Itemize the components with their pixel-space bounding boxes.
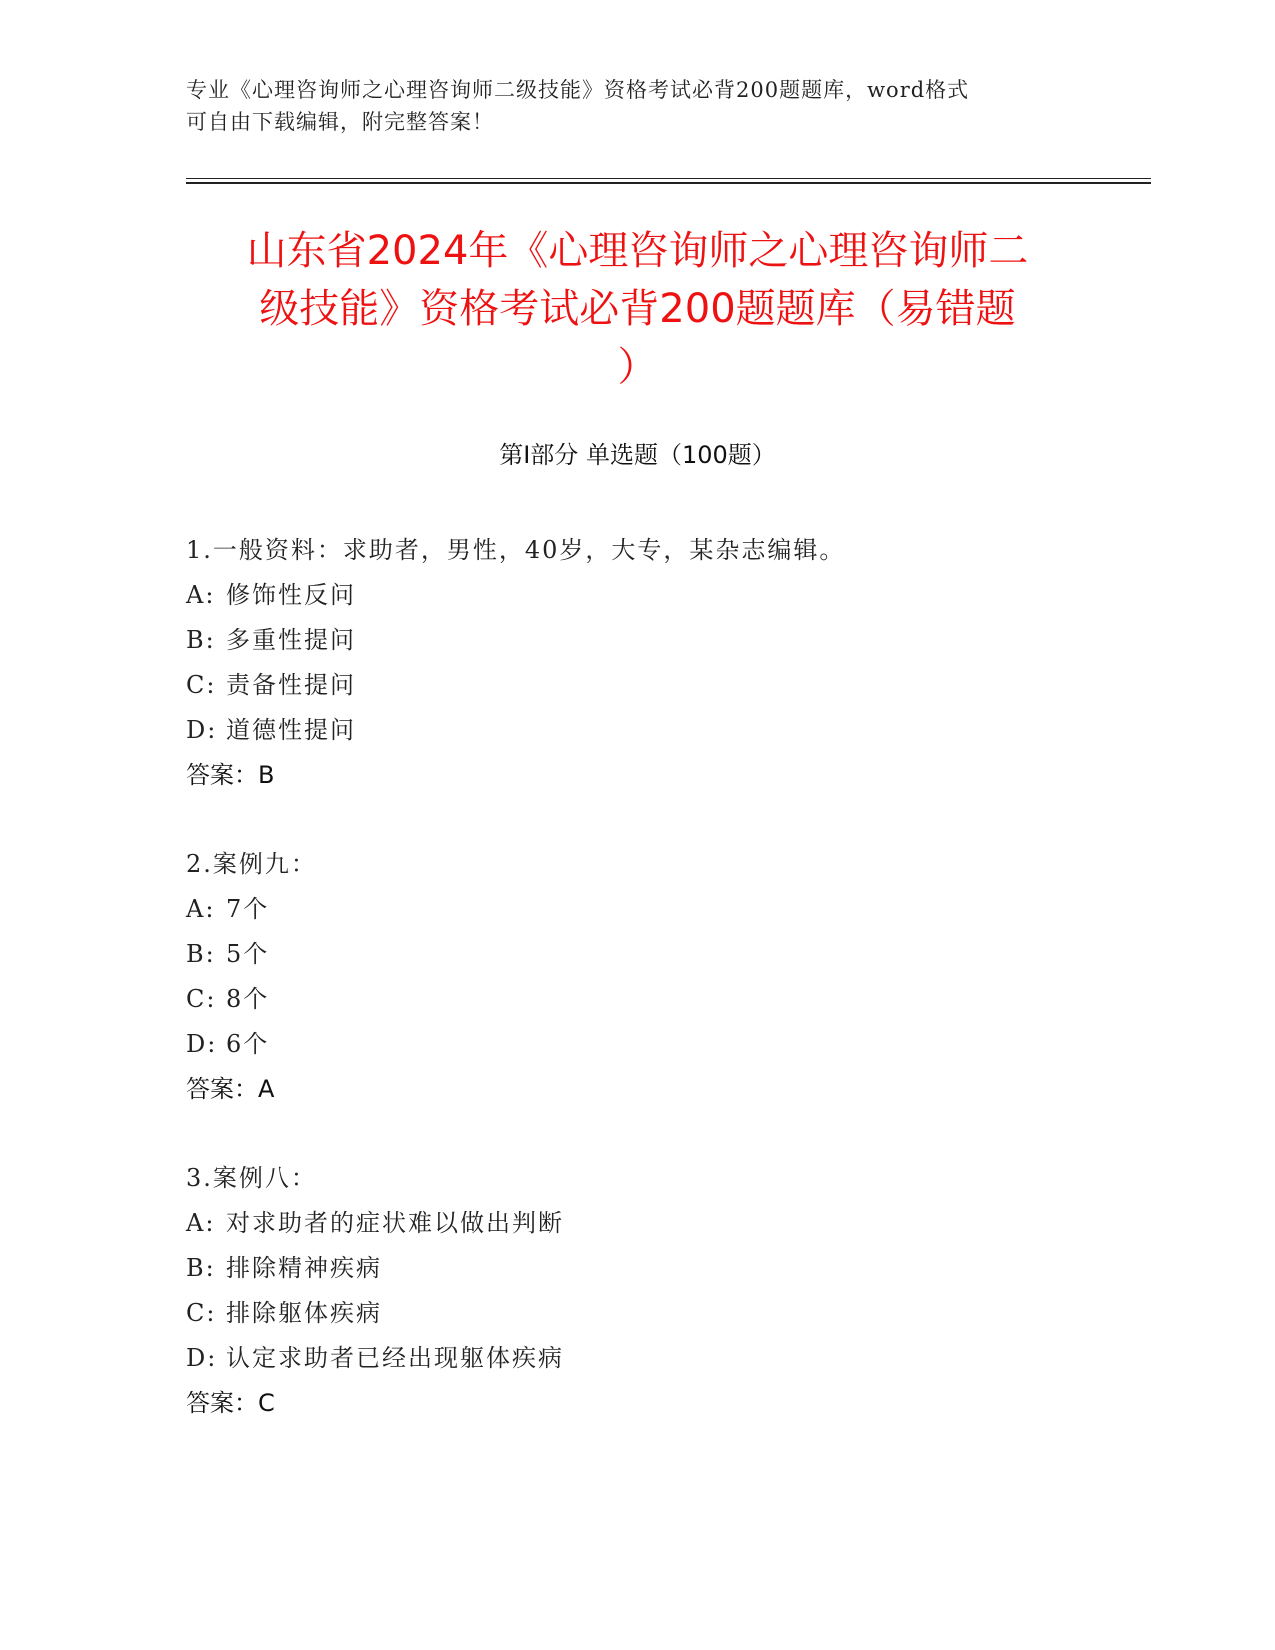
intro-line-2: 可自由下载编辑，附完整答案！ — [186, 110, 494, 134]
option-b — [186, 932, 1146, 977]
option-key: A: — [186, 895, 216, 923]
option-text: 排除躯体疾病 — [226, 1299, 382, 1327]
option-key: D: — [186, 1030, 218, 1058]
answer-line: 答案：B — [186, 761, 275, 789]
option-key: D: — [186, 716, 218, 744]
header-divider-thick — [186, 182, 1151, 184]
intro-line-1: 专业《心理咨询师之心理咨询师二级技能》资格考试必背200题题库，word格式 — [186, 78, 970, 102]
title-line-1: 山东省2024年《心理咨询师之心理咨询师二 — [246, 228, 1029, 274]
option-key: B: — [186, 1254, 216, 1282]
answer-line: 答案：C — [186, 1389, 275, 1417]
question-1 — [186, 528, 1146, 798]
option-key: C: — [186, 1299, 217, 1327]
option-text: 8个 — [226, 985, 270, 1013]
option-key: C: — [186, 985, 217, 1013]
answer-line: 答案：A — [186, 1075, 275, 1103]
option-c — [186, 977, 1146, 1022]
option-a — [186, 887, 1146, 932]
option-key: B: — [186, 940, 216, 968]
option-key: A: — [186, 1209, 216, 1237]
option-text: 对求助者的症状难以做出判断 — [226, 1209, 564, 1237]
option-a — [186, 1201, 1146, 1246]
document-title — [150, 222, 1125, 396]
question-stem: 1.一般资料：求助者，男性，40岁，大专，某杂志编辑。 — [186, 536, 846, 564]
intro-text — [186, 74, 1086, 138]
header-divider-thin — [186, 178, 1151, 179]
option-key: B: — [186, 626, 216, 654]
question-3 — [186, 1156, 1146, 1426]
question-list — [186, 528, 1146, 1470]
option-text: 5个 — [226, 940, 270, 968]
option-text: 认定求助者已经出现躯体疾病 — [226, 1344, 564, 1372]
section-heading: 第Ⅰ部分 单选题（100题） — [499, 441, 776, 469]
question-2 — [186, 842, 1146, 1112]
option-text: 7个 — [226, 895, 270, 923]
option-text: 道德性提问 — [226, 716, 356, 744]
option-key: A: — [186, 581, 216, 609]
option-b — [186, 618, 1146, 663]
option-a — [186, 573, 1146, 618]
option-text: 责备性提问 — [226, 671, 356, 699]
option-key: D: — [186, 1344, 218, 1372]
option-d — [186, 1022, 1146, 1067]
option-text: 6个 — [226, 1030, 270, 1058]
option-key: C: — [186, 671, 217, 699]
question-stem: 2.案例九： — [186, 850, 317, 878]
title-line-3: ） — [617, 344, 658, 390]
option-c — [186, 1291, 1146, 1336]
option-d — [186, 1336, 1146, 1381]
title-line-2: 级技能》资格考试必背200题题库（易错题 — [259, 286, 1016, 332]
option-text: 排除精神疾病 — [226, 1254, 382, 1282]
question-stem: 3.案例八： — [186, 1164, 317, 1192]
option-text: 多重性提问 — [226, 626, 356, 654]
option-d — [186, 708, 1146, 753]
option-text: 修饰性反问 — [226, 581, 356, 609]
option-c — [186, 663, 1146, 708]
option-b — [186, 1246, 1146, 1291]
